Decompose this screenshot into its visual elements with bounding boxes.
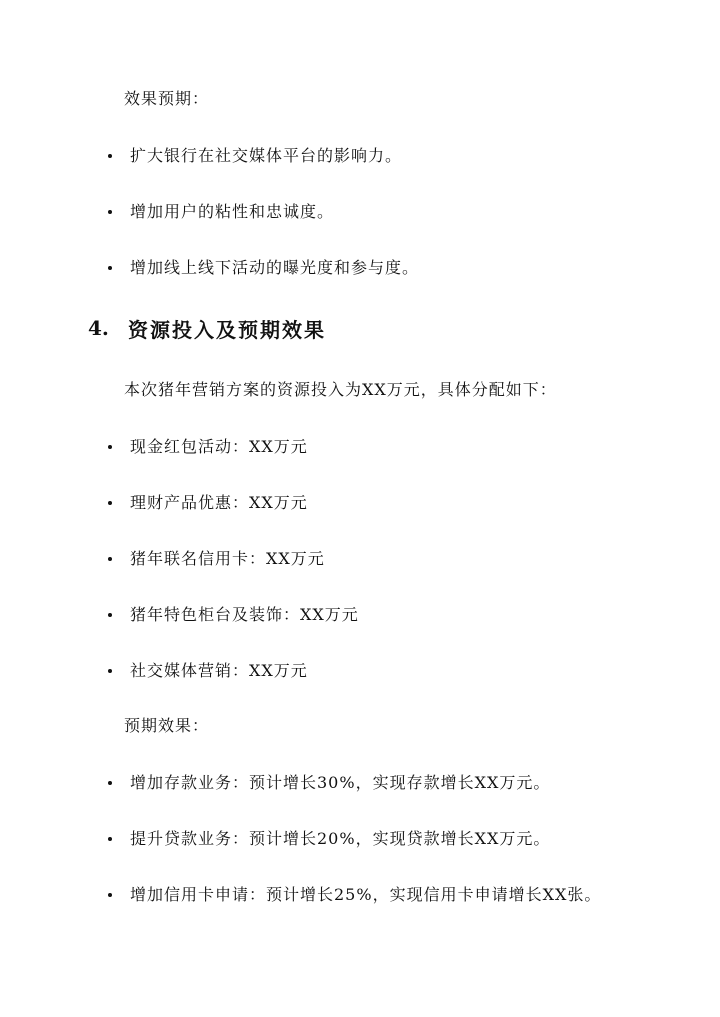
bullet-icon: [108, 781, 112, 785]
bullet-icon: [108, 154, 112, 158]
list-item-text: 猪年特色柜台及装饰：XX万元: [130, 605, 359, 624]
effects-label: 效果预期：: [124, 89, 210, 108]
section-number: 4.: [88, 316, 109, 340]
list-item-text: 现金红包活动：XX万元: [130, 437, 308, 456]
list-item: [108, 258, 419, 278]
list-item: [108, 549, 325, 569]
list-item: [108, 661, 308, 681]
bullet-icon: [108, 557, 112, 561]
bullet-icon: [108, 445, 112, 449]
list-item: [108, 493, 308, 513]
section-heading: [88, 314, 326, 342]
bullet-icon: [108, 266, 112, 270]
list-item-text: 猪年联名信用卡：XX万元: [130, 549, 325, 568]
list-item: [108, 202, 334, 222]
list-item-text: 提升贷款业务：预计增长20%，实现贷款增长XX万元。: [130, 829, 551, 848]
list-item-text: 社交媒体营销：XX万元: [130, 661, 308, 680]
list-item: [108, 146, 402, 166]
bullet-icon: [108, 501, 112, 505]
bullet-icon: [108, 210, 112, 214]
list-item: [108, 885, 601, 905]
bullet-icon: [108, 837, 112, 841]
bullet-icon: [108, 613, 112, 617]
section-title: 资源投入及预期效果: [128, 317, 326, 342]
list-item: [108, 437, 308, 457]
list-item-text: 增加信用卡申请：预计增长25%，实现信用卡申请增长XX张。: [130, 885, 602, 904]
list-item-text: 增加用户的粘性和忠诚度。: [130, 202, 335, 221]
list-item-text: 扩大银行在社交媒体平台的影响力。: [130, 146, 403, 165]
bullet-icon: [108, 893, 112, 897]
list-item: [108, 605, 359, 625]
list-item-text: 增加存款业务：预计增长30%，实现存款增长XX万元。: [130, 773, 551, 792]
list-item: [108, 829, 550, 849]
section-intro: 本次猪年营销方案的资源投入为XX万元，具体分配如下：: [124, 380, 557, 399]
list-item-text: 增加线上线下活动的曝光度和参与度。: [130, 258, 420, 277]
expected-label: 预期效果：: [124, 716, 210, 735]
list-item-text: 理财产品优惠：XX万元: [130, 493, 308, 512]
bullet-icon: [108, 669, 112, 673]
list-item: [108, 773, 550, 793]
